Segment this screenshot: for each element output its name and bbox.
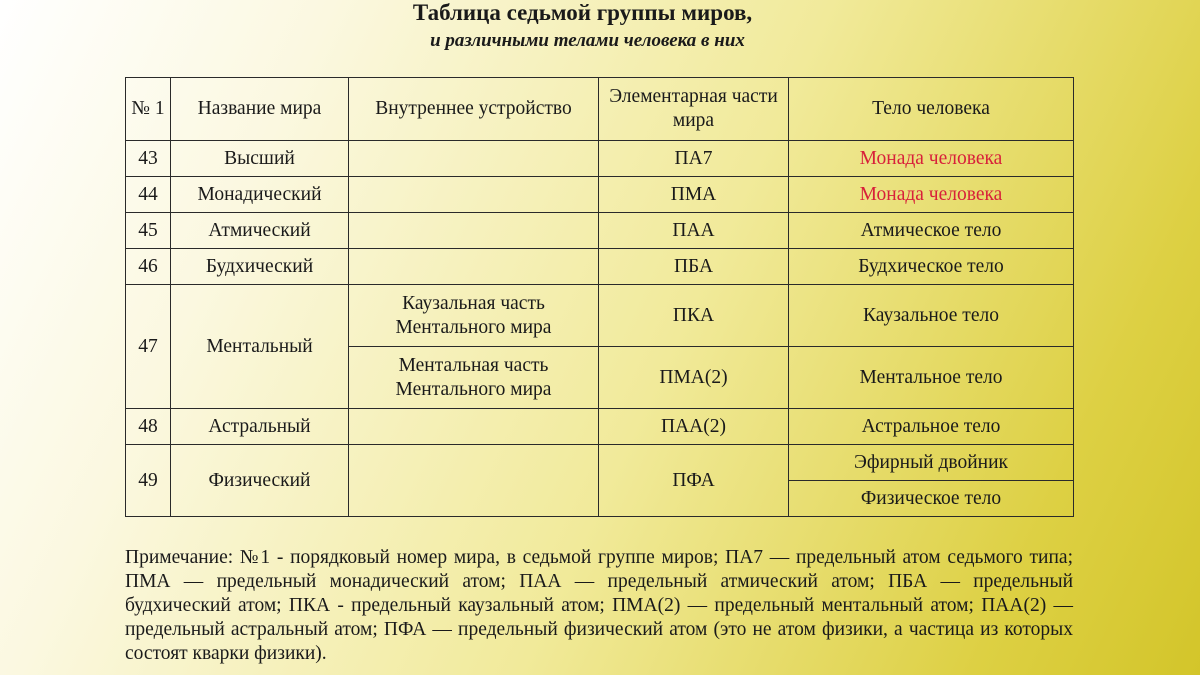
- table-row: [126, 141, 1074, 177]
- row-body: Ментальное тело: [789, 347, 1074, 409]
- row-body: Астральное тело: [789, 409, 1074, 445]
- table-row: [126, 177, 1074, 213]
- row-element: ПАА(2): [599, 409, 789, 445]
- table-row: [126, 285, 1074, 347]
- header-structure: Внутреннее устройство: [349, 78, 599, 141]
- row-name: Монадический: [171, 177, 349, 213]
- row-structure: Каузальная часть Ментального мира: [349, 285, 599, 347]
- page-title: Таблица седьмой группы миров,: [412, 0, 753, 25]
- row-element: ПМА: [599, 177, 789, 213]
- table-row: [126, 409, 1074, 445]
- page-subtitle: и различными телами человека в них: [430, 30, 745, 51]
- row-element: ПА7: [599, 141, 789, 177]
- row-num: 44: [126, 177, 171, 213]
- row-element: ПКА: [599, 285, 789, 347]
- table-header-row: [126, 78, 1074, 141]
- row-structure: [349, 445, 599, 517]
- row-element: ПБА: [599, 249, 789, 285]
- header-num: № 1: [126, 78, 171, 141]
- row-structure: [349, 409, 599, 445]
- row-structure: [349, 249, 599, 285]
- worlds-table: [125, 77, 1074, 517]
- row-body: Каузальное тело: [789, 285, 1074, 347]
- row-structure: [349, 177, 599, 213]
- header-elements: Элементарная части мира: [599, 78, 789, 141]
- row-name: Физический: [171, 445, 349, 517]
- table-row: [126, 249, 1074, 285]
- footnote: Примечание: №1 - порядковый номер мира, в седьмой группе миров; ПА7 — предельный атом седьмого типа; ПМА — предельный монадический атом; ПАА — предельный атмический атом; ПБА — предельный будхический атом; ПКА - предельный каузальный атом; ПМА(2) — предельный ментальный атом; ПАА(2) — предельный астральный атом; ПФА — предельный физический атом (это не атом физики, а частица из которых состоят кварки физики).: [125, 547, 1073, 664]
- row-structure: Ментальная часть Ментального мира: [349, 347, 599, 409]
- row-num: 49: [126, 445, 171, 517]
- row-num: 46: [126, 249, 171, 285]
- row-name: Атмический: [171, 213, 349, 249]
- row-body: Атмическое тело: [789, 213, 1074, 249]
- row-structure: [349, 213, 599, 249]
- table-row: [126, 213, 1074, 249]
- row-element: ПАА: [599, 213, 789, 249]
- row-body: Монада человека: [789, 141, 1074, 177]
- header-body: Тело человека: [789, 78, 1074, 141]
- row-body: Физическое тело: [789, 481, 1074, 517]
- row-body: Эфирный двойник: [789, 445, 1074, 481]
- table-row: [126, 445, 1074, 481]
- row-body: Монада человека: [789, 177, 1074, 213]
- row-element: ПФА: [599, 445, 789, 517]
- row-num: 45: [126, 213, 171, 249]
- row-num: 47: [126, 285, 171, 409]
- row-name: Ментальный: [171, 285, 349, 409]
- row-name: Астральный: [171, 409, 349, 445]
- row-name: Высший: [171, 141, 349, 177]
- row-num: 48: [126, 409, 171, 445]
- row-element: ПМА(2): [599, 347, 789, 409]
- row-num: 43: [126, 141, 171, 177]
- row-body: Будхическое тело: [789, 249, 1074, 285]
- header-name: Название мира: [171, 78, 349, 141]
- row-structure: [349, 141, 599, 177]
- row-name: Будхический: [171, 249, 349, 285]
